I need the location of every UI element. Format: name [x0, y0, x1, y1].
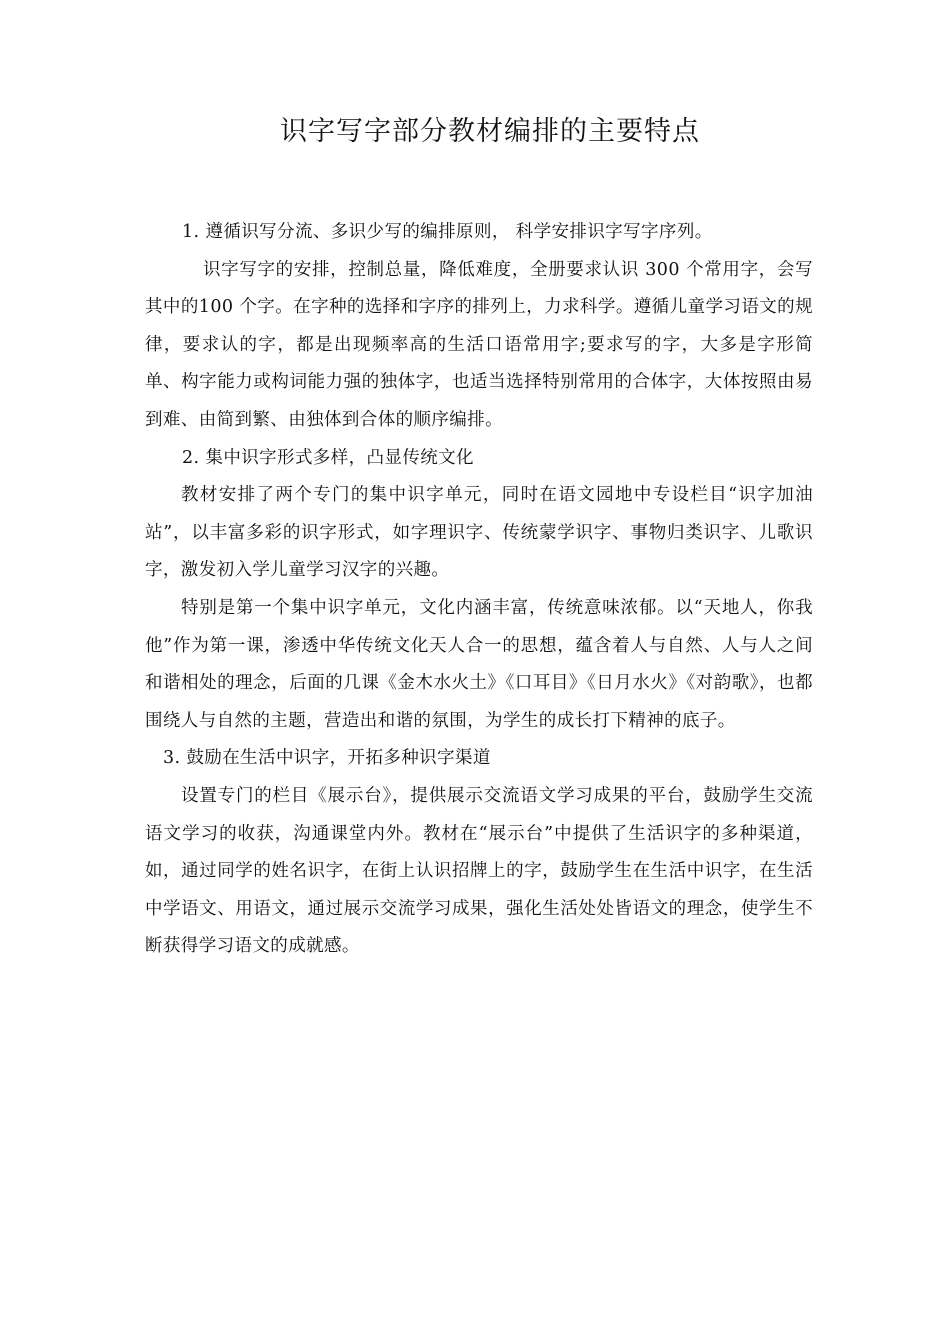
- section-heading-1: 1. 遵循识写分流、多识少写的编排原则， 科学安排识字写字序列。: [182, 222, 713, 242]
- section-3-paragraph: 设置专门的栏目《展示台》，提供展示交流语文学习成果的平台，鼓励学生交流语文学习的收获，沟通课堂内外。教材在“展示台”中提供了生活识字的多种渠道，如，通过同学的姓名识字，在街上认识招牌上的字，鼓励学生在生活中识字，在生活中学语文、用语文，通过展示交流学习成果，强化生活处处皆语文的理念，使学生不断获得学习语文的成就感。: [145, 785, 813, 957]
- section-2-paragraph-2: 特别是第一个集中识字单元，文化内涵丰富，传统意味浓郁。以“天地人，你我他”作为第一课，渗透中华传统文化天人合一的思想，蕴含着人与自然、人与人之间和谐相处的理念，后面的几课《金木水火土》《口耳目》《日月水火》《对韵歌》，也都围绕人与自然的主题，营造出和谐的氛围，为学生的成长打下精神的底子。: [145, 597, 813, 731]
- section-2-paragraph-1: 教材安排了两个专门的集中识字单元，同时在语文园地中专设栏目“识字加油站”，以丰富多彩的识字形式，如字理识字、传统蒙学识字、事物归类识字、儿歌识字，激发初入学儿童学习汉字的兴趣。: [145, 485, 813, 581]
- document-title: 识字写字部分教材编排的主要特点: [280, 116, 700, 147]
- document-body: [145, 214, 813, 966]
- section-heading-2: 2. 集中识字形式多样，凸显传统文化: [182, 447, 474, 468]
- section-1-paragraph: 识字写字的安排，控制总量，降低难度，全册要求认识 300 个常用字，会写其中的100 个字。在字种的选择和字序的排列上，力求科学。遵循儿童学习语文的规律，要求认的字，都是出现频率高的生活口语常用字;要求写的字，大多是字形简单、构字能力或构词能力强的独体字，也适当选择特别常用的合体字，大体按照由易到难、由简到繁、由独体到合体的顺序编排。: [145, 259, 813, 430]
- section-heading-3: 3. 鼓励在生活中识字，开拓多种识字渠道: [163, 748, 491, 769]
